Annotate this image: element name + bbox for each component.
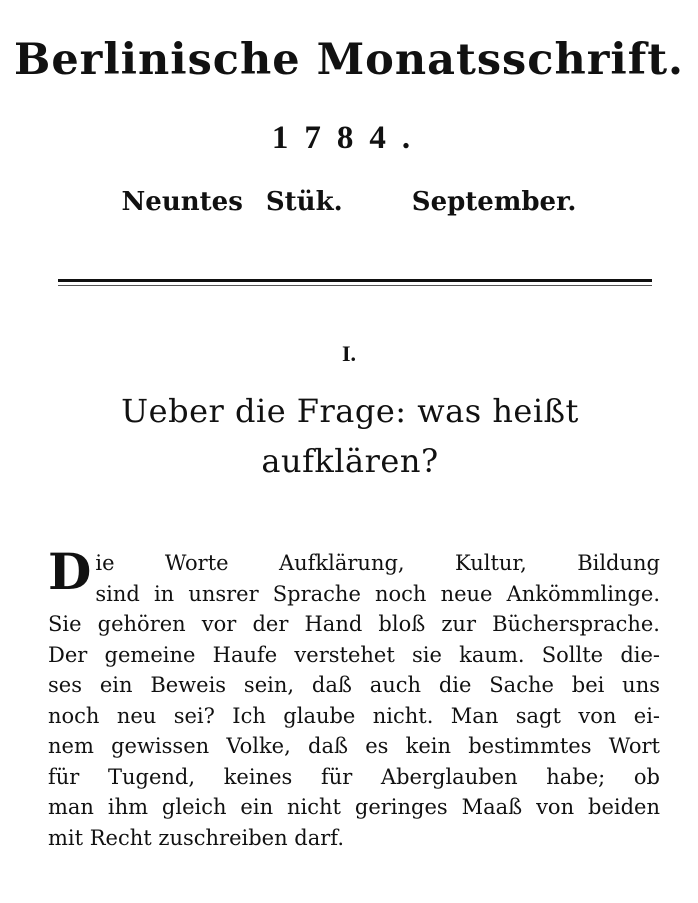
body-line: nem gewissen Volke, daß es kein bestimmtes Wort (48, 734, 660, 758)
article-title-line-2: aufklären? (261, 442, 439, 480)
article-title-line-1: Ueber die Frage: was heißt (121, 392, 579, 430)
body-line: ses ein Beweis sein, daß auch die Sache bei uns (48, 673, 660, 697)
article-title (60, 386, 640, 486)
drop-cap: D (48, 542, 92, 601)
body-line: man ihm gleich ein nicht geringes Maaß von beiden (48, 795, 660, 819)
body-line: noch neu sei? Ich glaube nicht. Man sagt von ei- (48, 703, 660, 728)
body-line: sind in unsrer Sprache noch neue Ankömmlinge. (95, 581, 660, 606)
body-line: ie Worte Aufklärung, Kultur, Bildung (95, 551, 660, 575)
header-divider (58, 279, 652, 282)
body-line: Sie gehören vor der Hand bloß zur Büchersprache. (48, 612, 660, 636)
publication-year: 1784. (271, 120, 427, 156)
body-line: für Tugend, keines für Aberglauben habe; ob (48, 764, 660, 789)
body-line: mit Recht zuschreiben darf. (48, 825, 344, 850)
header-divider-thin (58, 285, 652, 286)
journal-title: Berlinische Monatsschrift. (13, 35, 685, 85)
issue-label: Neuntes Stük. September. (121, 187, 577, 217)
body-line: Der gemeine Haufe verstehet sie kaum. Sollte die- (48, 642, 660, 667)
article-body (48, 542, 660, 853)
section-number: I. (341, 341, 357, 366)
